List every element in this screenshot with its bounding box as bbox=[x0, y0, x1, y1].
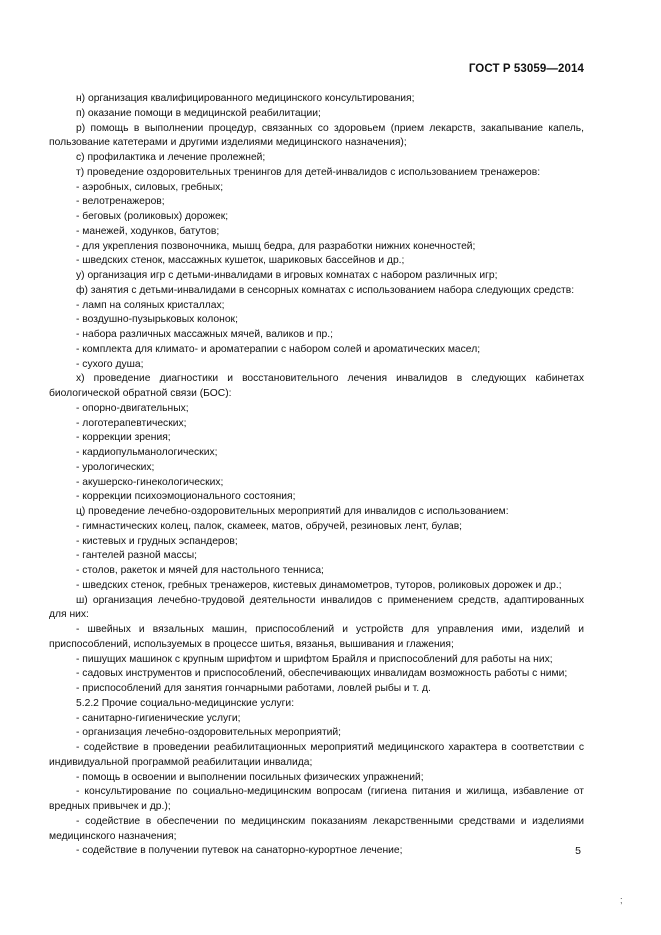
paragraph: - для укрепления позвоночника, мышц бедра, для разработки нижних конечностей; bbox=[76, 240, 476, 252]
paragraph: н) организация квалифицированного медицинского консультирования; bbox=[76, 93, 415, 104]
paragraph: - аэробных, силовых, гребных; bbox=[76, 181, 224, 193]
paragraph: - набора различных массажных мячей, валиков и пр.; bbox=[76, 329, 333, 340]
paragraph: - гимнастических колец, палок, скамеек, матов, обручей, резиновых лент, булав; bbox=[76, 520, 463, 532]
page-number: 5 bbox=[575, 845, 581, 857]
paragraph: - содействие в получении путевок на санаторно-курортное лечение; bbox=[76, 845, 403, 857]
paragraph: - ламп на соляных кристаллах; bbox=[76, 299, 225, 311]
paragraph: - воздушно-пузырьковых колонок; bbox=[76, 314, 238, 326]
paragraph: - садовых инструментов и приспособлений, обеспечивающих инвалидам возможность работы с ними; bbox=[76, 668, 568, 680]
paragraph: - акушерско-гинекологических; bbox=[76, 476, 224, 488]
paragraph: с) профилактика и лечение пролежней; bbox=[76, 152, 266, 163]
paragraph: ш) организация лечебно-трудовой деятельности инвалидов с применением средств, адаптированных для них: bbox=[49, 594, 584, 621]
paragraph: - шведских стенок, массажных кушеток, шариковых бассейнов и др.; bbox=[76, 255, 405, 267]
paragraph: - содействие в проведении реабилитационных мероприятий медицинского характера в соответствии с индивидуальной программой реабилитации инвалида; bbox=[49, 742, 584, 768]
paragraph: - организация лечебно-оздоровительных мероприятий; bbox=[76, 727, 342, 739]
paragraph: - коррекции зрения; bbox=[76, 432, 171, 444]
paragraph: - велотренажеров; bbox=[76, 196, 165, 208]
paragraph: - содействие в обеспечении по медицинским показаниям лекарственными средствами и изделиями медицинского назначения; bbox=[49, 815, 584, 842]
document-body bbox=[49, 92, 584, 859]
paragraph: - помощь в освоении и выполнении посильных физических упражнений; bbox=[76, 771, 424, 783]
paragraph: р) помощь в выполнении процедур, связанных со здоровьем (прием лекарств, закапывание капель, пользование катетерами и другими изделиями медицинского назначения); bbox=[49, 122, 584, 149]
paragraph: ц) проведение лечебно-оздоровительных мероприятий для инвалидов с использованием: bbox=[76, 506, 509, 517]
paragraph: - опорно-двигательных; bbox=[76, 402, 189, 414]
paragraph: - пишущих машинок с крупным шрифтом и шрифтом Брайля и приспособлений для работы на них; bbox=[76, 653, 553, 665]
paragraph: - санитарно-гигиенические услуги; bbox=[76, 712, 241, 724]
paragraph: - кардиопульманологических; bbox=[76, 447, 218, 458]
paragraph: - гантелей разной массы; bbox=[76, 550, 198, 562]
paragraph: т) проведение оздоровительных тренингов для детей-инвалидов с использованием тренажеров: bbox=[76, 166, 541, 178]
paragraph: 5.2.2 Прочие социально-медицинские услуги: bbox=[76, 697, 295, 709]
paragraph: - столов, ракеток и мячей для настольного тенниса; bbox=[76, 565, 324, 576]
paragraph: - сухого душа; bbox=[76, 358, 144, 370]
paragraph: - консультирование по социально-медицинским вопросам (гигиена питания и жилища, избавление от вредных привычек и др.); bbox=[49, 786, 584, 812]
standard-header: ГОСТ Р 53059—2014 bbox=[468, 63, 584, 75]
corner-mark: ; bbox=[620, 895, 623, 905]
paragraph: - урологических; bbox=[76, 461, 155, 473]
paragraph: - шведских стенок, гребных тренажеров, кистевых динамометров, туторов, роликовых дорожек и др.; bbox=[76, 579, 562, 591]
paragraph: - швейных и вязальных машин, приспособлений и устройств для управления ими, изделий и приспособлений, используемых в процессе шитья, вязанья, вышивания и глажения; bbox=[49, 624, 584, 650]
paragraph: - кистевых и грудных эспандеров; bbox=[76, 535, 238, 547]
paragraph: - манежей, ходунков, батутов; bbox=[76, 225, 220, 237]
paragraph: - коррекции психоэмоционального состояния; bbox=[76, 491, 296, 503]
paragraph: ф) занятия с детьми-инвалидами в сенсорных комнатах с использованием набора следующих средств: bbox=[76, 284, 575, 296]
paragraph: - логотерапевтических; bbox=[76, 417, 187, 429]
paragraph: у) организация игр с детьми-инвалидами в игровых комнатах с набором различных игр; bbox=[76, 270, 498, 281]
paragraph: х) проведение диагностики и восстановительного лечения инвалидов в следующих кабинетах биологической обратной связи (БОС): bbox=[49, 373, 584, 399]
paragraph: п) оказание помощи в медицинской реабилитации; bbox=[76, 107, 321, 119]
paragraph: - комплекта для климато- и ароматерапии с набором солей и ароматических масел; bbox=[76, 343, 481, 355]
paragraph: - приспособлений для занятия гончарными работами, ловлей рыбы и т. д. bbox=[76, 683, 431, 694]
paragraph: - беговых (роликовых) дорожек; bbox=[76, 211, 229, 222]
